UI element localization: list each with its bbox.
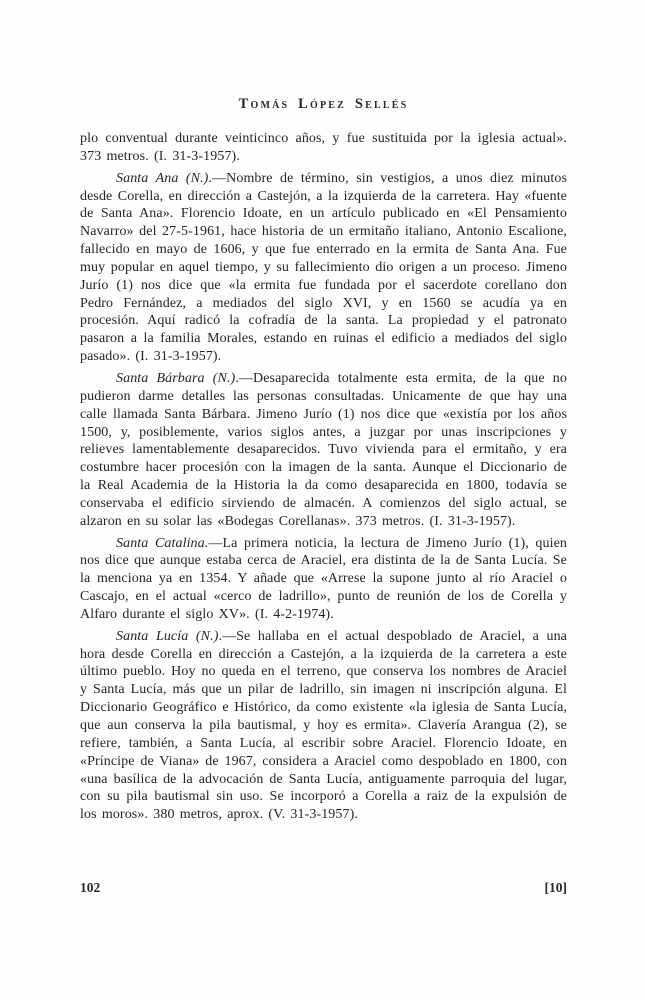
paragraph-text: .—Se hallaba en el actual despoblado de Araciel, a una hora desde Corella en dirección a Castejón, a la izquierda de la carretera a este último pueblo. Hoy no queda en el terreno, que conserva los nombres de Araciel y Santa Lucía, más que un pilar de ladrillo, sin imagen ni inscripción alguna. El Diccionario Geográfico e Histórico, da como existente «la iglesia de Santa Lucía, que aun conserva la pila bautismal, y hoy es ermita». Clavería Arangua (2), se refiere, también, a Santa Lucía, al escribir sobre Araciel. Florencio Idoate, en «Príncipe de Viana» de 1967, considera a Araciel como despoblado en 1800, con «una basílica de la advocación de Santa Lucía, antiguamente parroquia del lugar, con su pila bautismal sin uso. Se incorporó a Corella a raiz de la expulsión de los moros». 380 metros, aprox. (V. 31-3-1957).: [80, 628, 567, 823]
paragraph-lead: Santa Catalina.: [116, 535, 209, 551]
paragraph-text: .—Desaparecida totalmente esta ermita, de la que no pudieron darme detalles las personas consultadas. Unicamente de que hay una calle llamada Santa Bárbara. Jimeno Jurío (1) nos dice que «existía por los años 1500, y, posiblemente, varios siglos antes, a juzgar por unas inscripciones y relieves lamentablemente desaparecidos. Tuvo vivienda para el ermitaño, y era costumbre hacer procesión con la imagen de la santa. Aunque el Diccionario de la Real Academia de la Historia la da como desaparecida en 1800, todavía se conservaba el edificio sirviendo de almacén. A comienzos del siglo actual, se alzaron en su solar las «Bodegas Corellanas». 373 metros. (I. 31-3-1957).: [80, 370, 567, 529]
paragraph-lead: Santa Bárbara (N.): [116, 370, 236, 386]
paragraph-text: —La primera noticia, la lectura de Jimeno Jurío (1), quien nos dice que aunque estaba cerca de Araciel, era distinta de la de Santa Lucía. Se la menciona ya en 1354. Y añade que «Arrese la supone junto al río Araciel o Cascajo, en el actual «cerco de ladrillo», punto de reunión de los de Corella y Alfaro durante el siglo XV». (I. 4-2-1974).: [80, 535, 567, 622]
paragraph-text: plo conventual durante veinticinco años, y fue sustituida por la iglesia actual». 373 metros. (I. 31-3-1957).: [80, 131, 567, 164]
issue-marker: [10]: [544, 880, 567, 895]
paragraph: [80, 628, 567, 824]
page-number: 102: [80, 880, 101, 895]
paragraph: [80, 170, 567, 366]
page-body: [80, 130, 567, 828]
paragraph-lead: Santa Ana (N.): [116, 170, 209, 186]
page-footer: [80, 880, 567, 896]
paragraph: [80, 370, 567, 531]
running-head-author: Tomás López Sellés: [238, 96, 409, 112]
paragraph: [80, 130, 567, 166]
paragraph-text: .—Nombre de término, sin vestigios, a unos diez minutos desde Corella, en dirección a Castejón, a la izquierda de la carretera. Hay «fuente de Santa Ana». Florencio Idoate, en un artículo publicado en «El Pensamiento Navarro» del 27-5-1961, hace historia de un ermitaño italiano, Antonio Escalione, fallecido en mayo de 1606, y que fue enterrado en la ermita de Santa Ana. Fue muy popular en aquel tiempo, y su fallecimiento dio origen a un proceso. Jimeno Jurío (1) nos dice que «la ermita fue fundada por el sacerdote corellano don Pedro Fernández, a mediados del siglo XVI, y en 1560 se acudía ya en procesión. Aquí radicó la cofradía de la santa. La propiedad y el patronato pasaron a la familia Morales, estando en ruinas el edificio a mediados del siglo pasado». (I. 31-3-1957).: [80, 170, 567, 365]
paragraph: [80, 535, 567, 624]
paragraph-lead: Santa Lucía (N.): [116, 628, 219, 644]
